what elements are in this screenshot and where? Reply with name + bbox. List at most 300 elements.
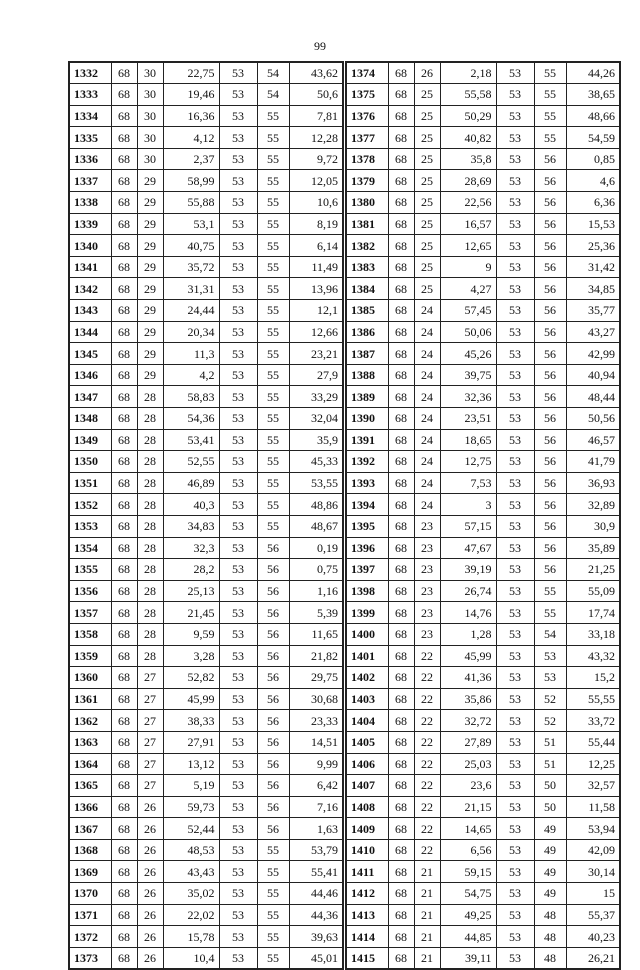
value-cell: 68 bbox=[388, 775, 414, 797]
point-number-cell: 1385 bbox=[346, 300, 388, 322]
table-row bbox=[69, 213, 343, 235]
value-cell: 55 bbox=[257, 883, 289, 905]
value-cell: 26 bbox=[414, 62, 440, 84]
value-cell: 55 bbox=[257, 213, 289, 235]
value-cell: 53 bbox=[496, 623, 534, 645]
value-cell: 68 bbox=[111, 861, 137, 883]
value-cell: 53 bbox=[496, 127, 534, 149]
value-cell: 28 bbox=[137, 515, 163, 537]
point-number-cell: 1351 bbox=[69, 472, 111, 494]
point-number-cell: 1332 bbox=[69, 62, 111, 84]
value-cell: 27 bbox=[137, 688, 163, 710]
value-cell: 55 bbox=[257, 170, 289, 192]
value-cell: 40,23 bbox=[566, 926, 620, 948]
value-cell: 21,15 bbox=[440, 796, 496, 818]
value-cell: 53 bbox=[219, 343, 257, 365]
value-cell: 18,65 bbox=[440, 429, 496, 451]
point-number-cell: 1343 bbox=[69, 300, 111, 322]
value-cell: 55 bbox=[257, 386, 289, 408]
value-cell: 14,65 bbox=[440, 818, 496, 840]
value-cell: 44,36 bbox=[289, 904, 343, 926]
value-cell: 53 bbox=[496, 62, 534, 84]
table-row bbox=[69, 883, 343, 905]
table-row bbox=[346, 451, 620, 473]
value-cell: 56 bbox=[534, 235, 566, 257]
value-cell: 68 bbox=[388, 213, 414, 235]
value-cell: 24 bbox=[414, 472, 440, 494]
value-cell: 12,66 bbox=[289, 321, 343, 343]
value-cell: 40,94 bbox=[566, 364, 620, 386]
value-cell: 32,72 bbox=[440, 710, 496, 732]
table-row bbox=[346, 386, 620, 408]
value-cell: 52,44 bbox=[163, 818, 219, 840]
value-cell: 56 bbox=[534, 321, 566, 343]
value-cell: 68 bbox=[388, 343, 414, 365]
value-cell: 12,75 bbox=[440, 451, 496, 473]
value-cell: 53 bbox=[496, 947, 534, 969]
point-number-cell: 1411 bbox=[346, 861, 388, 883]
value-cell: 56 bbox=[534, 472, 566, 494]
point-number-cell: 1358 bbox=[69, 623, 111, 645]
value-cell: 53,55 bbox=[289, 472, 343, 494]
value-cell: 53 bbox=[496, 796, 534, 818]
table-row bbox=[346, 321, 620, 343]
value-cell: 39,75 bbox=[440, 364, 496, 386]
table-row bbox=[346, 688, 620, 710]
value-cell: 21 bbox=[414, 926, 440, 948]
value-cell: 68 bbox=[111, 515, 137, 537]
value-cell: 53 bbox=[219, 321, 257, 343]
value-cell: 21,25 bbox=[566, 559, 620, 581]
point-number-cell: 1352 bbox=[69, 494, 111, 516]
point-number-cell: 1378 bbox=[346, 148, 388, 170]
value-cell: 24 bbox=[414, 321, 440, 343]
value-cell: 25 bbox=[414, 235, 440, 257]
value-cell: 28 bbox=[137, 472, 163, 494]
value-cell: 24 bbox=[414, 429, 440, 451]
point-number-cell: 1370 bbox=[69, 883, 111, 905]
value-cell: 28 bbox=[137, 451, 163, 473]
value-cell: 9 bbox=[440, 256, 496, 278]
value-cell: 55,44 bbox=[566, 731, 620, 753]
point-number-cell: 1341 bbox=[69, 256, 111, 278]
value-cell: 55 bbox=[257, 148, 289, 170]
value-cell: 53 bbox=[496, 84, 534, 106]
value-cell: 23 bbox=[414, 537, 440, 559]
value-cell: 68 bbox=[388, 256, 414, 278]
value-cell: 53 bbox=[219, 170, 257, 192]
point-number-cell: 1340 bbox=[69, 235, 111, 257]
value-cell: 68 bbox=[388, 796, 414, 818]
value-cell: 55 bbox=[257, 904, 289, 926]
value-cell: 53 bbox=[496, 731, 534, 753]
value-cell: 53 bbox=[219, 386, 257, 408]
value-cell: 56 bbox=[257, 775, 289, 797]
value-cell: 28 bbox=[137, 408, 163, 430]
value-cell: 68 bbox=[388, 105, 414, 127]
table-row bbox=[69, 904, 343, 926]
value-cell: 68 bbox=[388, 710, 414, 732]
value-cell: 28 bbox=[137, 602, 163, 624]
value-cell: 56 bbox=[257, 667, 289, 689]
point-number-cell: 1398 bbox=[346, 580, 388, 602]
value-cell: 32,36 bbox=[440, 386, 496, 408]
value-cell: 23,51 bbox=[440, 408, 496, 430]
point-number-cell: 1369 bbox=[69, 861, 111, 883]
value-cell: 53 bbox=[219, 602, 257, 624]
value-cell: 43,62 bbox=[289, 62, 343, 84]
table-row bbox=[69, 580, 343, 602]
value-cell: 56 bbox=[257, 796, 289, 818]
value-cell: 68 bbox=[111, 256, 137, 278]
value-cell: 25 bbox=[414, 213, 440, 235]
value-cell: 42,09 bbox=[566, 839, 620, 861]
value-cell: 56 bbox=[534, 170, 566, 192]
point-number-cell: 1333 bbox=[69, 84, 111, 106]
value-cell: 26 bbox=[137, 818, 163, 840]
point-number-cell: 1373 bbox=[69, 947, 111, 969]
value-cell: 53 bbox=[496, 451, 534, 473]
table-row bbox=[346, 472, 620, 494]
value-cell: 68 bbox=[388, 580, 414, 602]
value-cell: 68 bbox=[111, 105, 137, 127]
table-row bbox=[69, 256, 343, 278]
value-cell: 11,49 bbox=[289, 256, 343, 278]
value-cell: 47,67 bbox=[440, 537, 496, 559]
value-cell: 57,45 bbox=[440, 300, 496, 322]
point-number-cell: 1402 bbox=[346, 667, 388, 689]
value-cell: 68 bbox=[388, 515, 414, 537]
value-cell: 30 bbox=[137, 84, 163, 106]
value-cell: 46,57 bbox=[566, 429, 620, 451]
value-cell: 68 bbox=[111, 321, 137, 343]
value-cell: 39,63 bbox=[289, 926, 343, 948]
point-number-cell: 1342 bbox=[69, 278, 111, 300]
value-cell: 50 bbox=[534, 796, 566, 818]
value-cell: 53 bbox=[219, 839, 257, 861]
value-cell: 68 bbox=[111, 731, 137, 753]
value-cell: 21 bbox=[414, 904, 440, 926]
value-cell: 44,85 bbox=[440, 926, 496, 948]
value-cell: 21 bbox=[414, 883, 440, 905]
value-cell: 68 bbox=[111, 278, 137, 300]
table-row bbox=[346, 256, 620, 278]
value-cell: 55 bbox=[257, 451, 289, 473]
value-cell: 68 bbox=[388, 926, 414, 948]
table-row bbox=[346, 515, 620, 537]
value-cell: 29 bbox=[137, 170, 163, 192]
value-cell: 15 bbox=[566, 883, 620, 905]
value-cell: 68 bbox=[388, 364, 414, 386]
point-number-cell: 1390 bbox=[346, 408, 388, 430]
value-cell: 50,06 bbox=[440, 321, 496, 343]
value-cell: 28 bbox=[137, 559, 163, 581]
value-cell: 68 bbox=[111, 926, 137, 948]
value-cell: 56 bbox=[257, 537, 289, 559]
value-cell: 56 bbox=[257, 688, 289, 710]
value-cell: 56 bbox=[534, 451, 566, 473]
value-cell: 21 bbox=[414, 947, 440, 969]
point-number-cell: 1353 bbox=[69, 515, 111, 537]
value-cell: 30,68 bbox=[289, 688, 343, 710]
value-cell: 68 bbox=[111, 62, 137, 84]
value-cell: 68 bbox=[388, 235, 414, 257]
value-cell: 45,26 bbox=[440, 343, 496, 365]
value-cell: 33,72 bbox=[566, 710, 620, 732]
value-cell: 2,18 bbox=[440, 62, 496, 84]
table-row bbox=[69, 731, 343, 753]
value-cell: 27,91 bbox=[163, 731, 219, 753]
value-cell: 68 bbox=[111, 645, 137, 667]
value-cell: 53 bbox=[496, 213, 534, 235]
value-cell: 34,85 bbox=[566, 278, 620, 300]
value-cell: 5,39 bbox=[289, 602, 343, 624]
value-cell: 68 bbox=[388, 408, 414, 430]
point-number-cell: 1408 bbox=[346, 796, 388, 818]
value-cell: 28 bbox=[137, 645, 163, 667]
value-cell: 25 bbox=[414, 84, 440, 106]
value-cell: 53 bbox=[219, 580, 257, 602]
value-cell: 53 bbox=[496, 192, 534, 214]
table-row bbox=[69, 170, 343, 192]
point-number-cell: 1356 bbox=[69, 580, 111, 602]
value-cell: 53 bbox=[496, 515, 534, 537]
value-cell: 55 bbox=[257, 278, 289, 300]
value-cell: 68 bbox=[388, 472, 414, 494]
table-row bbox=[69, 667, 343, 689]
value-cell: 8,19 bbox=[289, 213, 343, 235]
value-cell: 24 bbox=[414, 386, 440, 408]
value-cell: 23 bbox=[414, 515, 440, 537]
point-number-cell: 1401 bbox=[346, 645, 388, 667]
point-number-cell: 1400 bbox=[346, 623, 388, 645]
value-cell: 12,28 bbox=[289, 127, 343, 149]
value-cell: 56 bbox=[534, 256, 566, 278]
value-cell: 17,74 bbox=[566, 602, 620, 624]
value-cell: 53 bbox=[219, 192, 257, 214]
value-cell: 53 bbox=[534, 645, 566, 667]
table-row bbox=[346, 62, 620, 84]
value-cell: 68 bbox=[388, 278, 414, 300]
value-cell: 41,36 bbox=[440, 667, 496, 689]
value-cell: 53 bbox=[496, 775, 534, 797]
value-cell: 68 bbox=[388, 62, 414, 84]
value-cell: 68 bbox=[111, 796, 137, 818]
value-cell: 68 bbox=[111, 839, 137, 861]
point-number-cell: 1410 bbox=[346, 839, 388, 861]
value-cell: 68 bbox=[111, 559, 137, 581]
value-cell: 54,36 bbox=[163, 408, 219, 430]
value-cell: 38,33 bbox=[163, 710, 219, 732]
value-cell: 52,55 bbox=[163, 451, 219, 473]
value-cell: 23,21 bbox=[289, 343, 343, 365]
value-cell: 43,27 bbox=[566, 321, 620, 343]
value-cell: 48,53 bbox=[163, 839, 219, 861]
value-cell: 68 bbox=[388, 386, 414, 408]
value-cell: 22 bbox=[414, 796, 440, 818]
table-row bbox=[346, 343, 620, 365]
value-cell: 68 bbox=[111, 84, 137, 106]
value-cell: 29 bbox=[137, 213, 163, 235]
value-cell: 55 bbox=[534, 84, 566, 106]
point-number-cell: 1372 bbox=[69, 926, 111, 948]
value-cell: 68 bbox=[111, 775, 137, 797]
value-cell: 24 bbox=[414, 451, 440, 473]
value-cell: 28 bbox=[137, 429, 163, 451]
value-cell: 27,89 bbox=[440, 731, 496, 753]
value-cell: 59,15 bbox=[440, 861, 496, 883]
value-cell: 56 bbox=[534, 559, 566, 581]
value-cell: 56 bbox=[257, 710, 289, 732]
value-cell: 68 bbox=[111, 170, 137, 192]
value-cell: 53 bbox=[219, 494, 257, 516]
value-cell: 53 bbox=[219, 667, 257, 689]
value-cell: 6,56 bbox=[440, 839, 496, 861]
value-cell: 55 bbox=[257, 300, 289, 322]
value-cell: 68 bbox=[111, 213, 137, 235]
value-cell: 28,2 bbox=[163, 559, 219, 581]
value-cell: 1,16 bbox=[289, 580, 343, 602]
table-row bbox=[346, 148, 620, 170]
table-row bbox=[346, 861, 620, 883]
value-cell: 53 bbox=[496, 170, 534, 192]
value-cell: 7,16 bbox=[289, 796, 343, 818]
value-cell: 22 bbox=[414, 753, 440, 775]
value-cell: 43,43 bbox=[163, 861, 219, 883]
value-cell: 30 bbox=[137, 127, 163, 149]
value-cell: 53 bbox=[496, 688, 534, 710]
value-cell: 68 bbox=[388, 429, 414, 451]
value-cell: 55 bbox=[257, 947, 289, 969]
value-cell: 43,32 bbox=[566, 645, 620, 667]
value-cell: 23,33 bbox=[289, 710, 343, 732]
point-number-cell: 1357 bbox=[69, 602, 111, 624]
value-cell: 68 bbox=[111, 235, 137, 257]
value-cell: 53 bbox=[496, 602, 534, 624]
value-cell: 53 bbox=[219, 645, 257, 667]
point-number-cell: 1391 bbox=[346, 429, 388, 451]
value-cell: 35,72 bbox=[163, 256, 219, 278]
value-cell: 68 bbox=[111, 494, 137, 516]
table-row bbox=[346, 818, 620, 840]
table-row bbox=[69, 818, 343, 840]
value-cell: 33,29 bbox=[289, 386, 343, 408]
value-cell: 56 bbox=[534, 213, 566, 235]
point-number-cell: 1412 bbox=[346, 883, 388, 905]
value-cell: 55 bbox=[257, 127, 289, 149]
value-cell: 40,3 bbox=[163, 494, 219, 516]
table-row bbox=[69, 62, 343, 84]
value-cell: 13,12 bbox=[163, 753, 219, 775]
value-cell: 12,1 bbox=[289, 300, 343, 322]
point-number-cell: 1395 bbox=[346, 515, 388, 537]
value-cell: 68 bbox=[388, 84, 414, 106]
value-cell: 55 bbox=[534, 127, 566, 149]
value-cell: 21 bbox=[414, 861, 440, 883]
value-cell: 55 bbox=[534, 62, 566, 84]
value-cell: 34,83 bbox=[163, 515, 219, 537]
value-cell: 20,34 bbox=[163, 321, 219, 343]
value-cell: 6,36 bbox=[566, 192, 620, 214]
value-cell: 53 bbox=[496, 235, 534, 257]
point-number-cell: 1368 bbox=[69, 839, 111, 861]
value-cell: 68 bbox=[388, 731, 414, 753]
value-cell: 9,72 bbox=[289, 148, 343, 170]
value-cell: 68 bbox=[388, 688, 414, 710]
table-row bbox=[69, 602, 343, 624]
value-cell: 56 bbox=[534, 192, 566, 214]
value-cell: 68 bbox=[111, 818, 137, 840]
value-cell: 53 bbox=[219, 731, 257, 753]
value-cell: 11,3 bbox=[163, 343, 219, 365]
value-cell: 14,76 bbox=[440, 602, 496, 624]
value-cell: 56 bbox=[257, 818, 289, 840]
value-cell: 68 bbox=[111, 364, 137, 386]
value-cell: 42,99 bbox=[566, 343, 620, 365]
value-cell: 13,96 bbox=[289, 278, 343, 300]
value-cell: 53 bbox=[219, 559, 257, 581]
point-number-cell: 1396 bbox=[346, 537, 388, 559]
value-cell: 28 bbox=[137, 494, 163, 516]
point-number-cell: 1367 bbox=[69, 818, 111, 840]
value-cell: 53,94 bbox=[566, 818, 620, 840]
value-cell: 55 bbox=[257, 192, 289, 214]
value-cell: 53 bbox=[219, 775, 257, 797]
point-number-cell: 1359 bbox=[69, 645, 111, 667]
value-cell: 53 bbox=[219, 213, 257, 235]
value-cell: 22 bbox=[414, 688, 440, 710]
value-cell: 68 bbox=[388, 170, 414, 192]
value-cell: 27,9 bbox=[289, 364, 343, 386]
value-cell: 49 bbox=[534, 883, 566, 905]
value-cell: 68 bbox=[388, 148, 414, 170]
table-row bbox=[69, 753, 343, 775]
value-cell: 53 bbox=[496, 710, 534, 732]
value-cell: 55,09 bbox=[566, 580, 620, 602]
value-cell: 26 bbox=[137, 839, 163, 861]
value-cell: 59,73 bbox=[163, 796, 219, 818]
value-cell: 53 bbox=[496, 408, 534, 430]
table-row bbox=[69, 796, 343, 818]
value-cell: 53 bbox=[496, 148, 534, 170]
value-cell: 53 bbox=[219, 148, 257, 170]
value-cell: 68 bbox=[388, 947, 414, 969]
value-cell: 29 bbox=[137, 300, 163, 322]
point-number-cell: 1355 bbox=[69, 559, 111, 581]
value-cell: 56 bbox=[534, 408, 566, 430]
value-cell: 45,99 bbox=[440, 645, 496, 667]
table-row bbox=[69, 321, 343, 343]
value-cell: 0,75 bbox=[289, 559, 343, 581]
value-cell: 11,58 bbox=[566, 796, 620, 818]
value-cell: 24 bbox=[414, 494, 440, 516]
value-cell: 54,59 bbox=[566, 127, 620, 149]
value-cell: 53 bbox=[219, 278, 257, 300]
value-cell: 4,12 bbox=[163, 127, 219, 149]
value-cell: 29 bbox=[137, 343, 163, 365]
value-cell: 55,58 bbox=[440, 84, 496, 106]
value-cell: 32,3 bbox=[163, 537, 219, 559]
value-cell: 55,41 bbox=[289, 861, 343, 883]
table-row bbox=[69, 300, 343, 322]
value-cell: 6,42 bbox=[289, 775, 343, 797]
value-cell: 22,02 bbox=[163, 904, 219, 926]
value-cell: 11,65 bbox=[289, 623, 343, 645]
value-cell: 50,6 bbox=[289, 84, 343, 106]
value-cell: 56 bbox=[534, 300, 566, 322]
table-row bbox=[346, 623, 620, 645]
value-cell: 53 bbox=[496, 580, 534, 602]
